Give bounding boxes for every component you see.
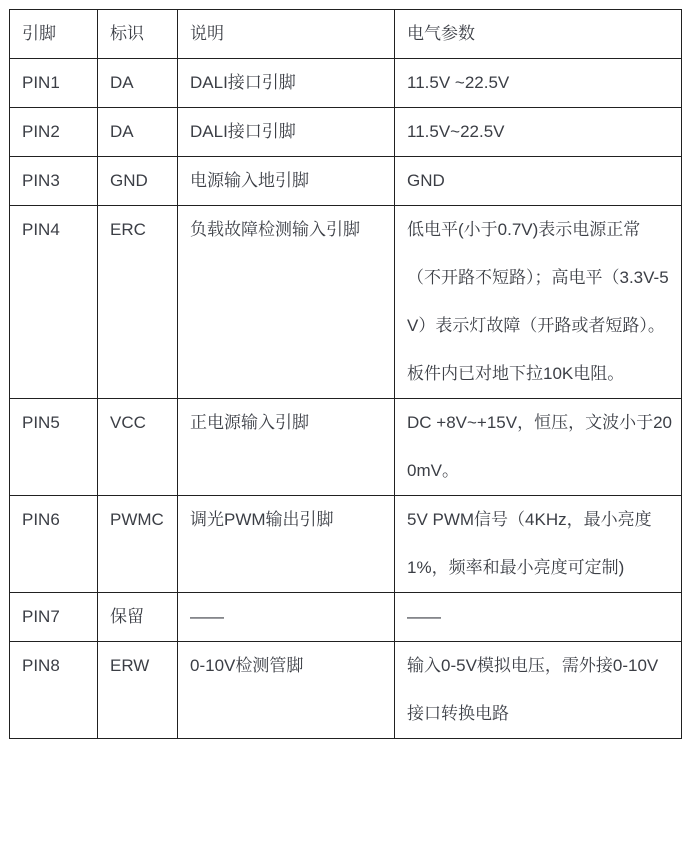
desc-cell: DALI接口引脚	[178, 108, 395, 157]
table-row	[10, 593, 682, 642]
label-cell: 保留	[98, 593, 178, 642]
table-row	[10, 59, 682, 108]
params-cell: 11.5V~22.5V	[395, 108, 682, 157]
pin-cell: PIN8	[10, 642, 98, 739]
table-row	[10, 206, 682, 399]
pin-cell: PIN2	[10, 108, 98, 157]
column-header-pin: 引脚	[10, 10, 98, 59]
desc-cell: 调光PWM输出引脚	[178, 496, 395, 593]
params-cell: 5V PWM信号（4KHz，最小亮度1%，频率和最小亮度可定制)	[395, 496, 682, 593]
table-row	[10, 399, 682, 496]
column-header-label: 标识	[98, 10, 178, 59]
desc-cell: 电源输入地引脚	[178, 157, 395, 206]
desc-cell: 负载故障检测输入引脚	[178, 206, 395, 399]
desc-cell: DALI接口引脚	[178, 59, 395, 108]
label-cell: DA	[98, 59, 178, 108]
pin-cell: PIN4	[10, 206, 98, 399]
pin-cell: PIN5	[10, 399, 98, 496]
params-cell: 低电平(小于0.7V)表示电源正常（不开路不短路）；高电平（3.3V-5V）表示灯故障（开路或者短路）。板件内已对地下拉10K电阻。	[395, 206, 682, 399]
desc-cell: 正电源输入引脚	[178, 399, 395, 496]
table-row	[10, 108, 682, 157]
label-cell: GND	[98, 157, 178, 206]
pin-cell: PIN6	[10, 496, 98, 593]
pin-definition-table	[9, 9, 682, 739]
table-row	[10, 642, 682, 739]
label-cell: ERW	[98, 642, 178, 739]
desc-cell: ——	[178, 593, 395, 642]
label-cell: VCC	[98, 399, 178, 496]
params-cell: DC +8V~+15V，恒压，文波小于200mV。	[395, 399, 682, 496]
params-cell: 11.5V ~22.5V	[395, 59, 682, 108]
pin-cell: PIN1	[10, 59, 98, 108]
label-cell: ERC	[98, 206, 178, 399]
label-cell: PWMC	[98, 496, 178, 593]
table-row	[10, 157, 682, 206]
table-row	[10, 496, 682, 593]
pin-cell: PIN7	[10, 593, 98, 642]
pin-cell: PIN3	[10, 157, 98, 206]
header-row	[10, 10, 682, 59]
desc-cell: 0-10V检测管脚	[178, 642, 395, 739]
params-cell: ——	[395, 593, 682, 642]
column-header-params: 电气参数	[395, 10, 682, 59]
label-cell: DA	[98, 108, 178, 157]
column-header-desc: 说明	[178, 10, 395, 59]
params-cell: 输入0-5V模拟电压，需外接0-10V接口转换电路	[395, 642, 682, 739]
params-cell: GND	[395, 157, 682, 206]
